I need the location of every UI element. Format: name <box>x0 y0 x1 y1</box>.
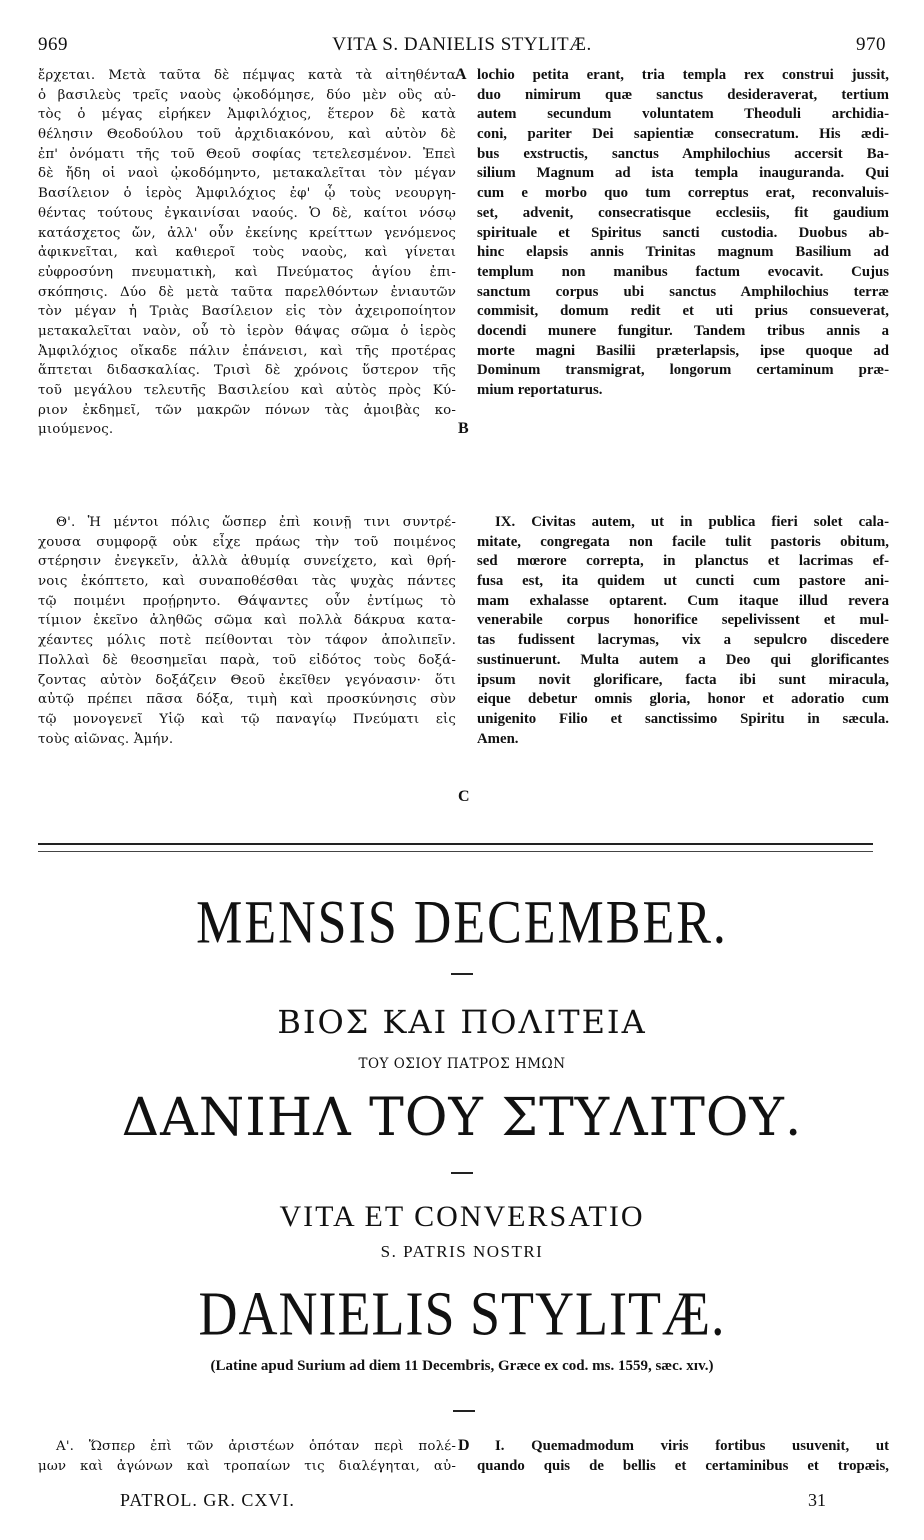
text-line: cum e morbo quo tum correptus erat, reconvaluis- <box>477 185 889 202</box>
text-line: mam exhalasse optarent. Cum itaque illud revera <box>477 592 889 609</box>
running-title: VITA S. DANIELIS STYLITÆ. <box>332 34 592 55</box>
footer-series: PATROL. GR. CXVI. <box>120 1490 295 1510</box>
text-line: coni, pariter Dei sapientiæ consecratum. His ædi- <box>477 126 889 143</box>
text-line: χέαντες μόλις ποτὲ πείθονται τὸν τάφον ἀπολιπεῖν. <box>38 633 456 649</box>
text-line: hinc elapsis annis Trinitas magnum Basilium ad <box>477 244 889 261</box>
text-line: autem secundum voluntatem Theoduli archidia- <box>477 106 889 123</box>
latin-column-top <box>477 66 889 401</box>
margin-marker-b: B <box>458 420 469 437</box>
text-line: μετακαλεῖται ναὸν, οὗ τὸ ἱερὸν θάψας σῶμα ὁ ἱερὸς <box>38 323 456 339</box>
text-line: ipsum novit glorificare, facta ibi sunt miracula, <box>477 671 889 688</box>
source-note: (Latine apud Surium ad diem 11 Decembris, Græce ex cod. ms. 1559, sæc. xɪv.) <box>210 1358 714 1374</box>
text-line: venerabile corpus honorifice sepelivissent et mul- <box>477 612 889 629</box>
margin-marker-c: C <box>458 788 470 805</box>
greek-title-daniel: ΔΑΝΙΗΛ ΤΟΥ ΣΤΥΛΙΤΟΥ. <box>121 1088 803 1148</box>
text-line: θέλησιν Θεοδούλου τοῦ ἀρχιδιακόνου, καὶ αὐτὸν δὲ <box>38 127 456 143</box>
text-line: δὲ ἤδη οἱ ναοὶ ᾠκοδόμηντο, μετακαλεῖται τὸν μέγαν <box>38 166 456 182</box>
text-line: set, advenit, consecratisque ecclesiis, fit gaudium <box>477 204 889 221</box>
text-line: Θ'. Ἡ μέντοι πόλις ὥσπερ ἐπὶ κοινῇ τινι συντρέ- <box>56 515 456 530</box>
greek-title-bios: ΒΙΟΣ ΚΑΙ ΠΟΛΙΤΕΙΑ <box>277 1003 647 1041</box>
text-line: τοὺς αἰῶνας. Ἀμήν. <box>38 731 174 747</box>
text-line: ριον ἐκδημεῖ, τῶν μακρῶν πόνων τὰς ἀμοιβὰς κο- <box>38 402 456 418</box>
text-line: ἔρχεται. Μετὰ ταῦτα δὲ πέμψας κατὰ τὰ αἰτηθέντα <box>38 68 456 83</box>
margin-marker-d: D <box>458 1437 470 1454</box>
section-divider <box>38 843 873 852</box>
text-line: eique debetur omnis gloria, honor et adoratio cum <box>477 691 889 708</box>
text-line: I. Quemadmodum viris fortibus usuvenit, ut <box>495 1438 889 1454</box>
text-line: τὸν μέγαν ἡ Τριὰς Βασίλειον εἰς τὸν ἀχειροποίητον <box>38 304 456 320</box>
text-line: θέντας τούτους ἐγκαινίσαι ναούς. Ὁ δὲ, καίτοι νόσῳ <box>38 205 456 221</box>
latin-title-vita: VITA ET CONVERSATIO <box>279 1200 645 1233</box>
latin-column-bottom <box>477 1437 889 1476</box>
text-line: docendi munere fungitur. Tandem tribus annis a <box>477 322 889 339</box>
text-line: Βασίλειον ὁ ἱερὸς Ἀμφιλόχιος ἐφ' ᾧ τοὺς νεουργη- <box>38 186 456 202</box>
text-line: σκόπησις. Δύο δὲ μετὰ ταῦτα παρελθόντων ἐνιαυτῶν <box>38 284 456 300</box>
text-line: ἐπ' ὀνόματι τῆς τοῦ Θεοῦ σοφίας τετελεσμένον. Ἐπεὶ <box>38 146 456 162</box>
text-line: morte magni Basilii præterlapsis, ipse quoque ad <box>477 342 889 359</box>
text-line: Πολλαὶ δὲ θεοσημεῖαι παρὰ, τοῦ εἰδότος τοὺς δοξά- <box>38 652 456 668</box>
text-line: τῷ ποιμένι προῄρηντο. Θάψαντες οὖν ἐντίμως τὸ <box>38 593 456 609</box>
text-line: χουσα συμφορᾷ οὐκ εἶχε πράως τὴν τοῦ ποιμένος <box>38 534 456 550</box>
text-line: στέρησιν ἐνεγκεῖν, ἀλλὰ ἀθυμίᾳ συνείχετο, καὶ θρή- <box>38 554 456 570</box>
text-line: ζοντας αὐτὸν δοξάζειν Θεοῦ ἐκεῖθεν γεγόνασιν· ὅτι <box>38 672 456 688</box>
text-line: τὸς ὁ μέγας εἰρήκεν Ἀμφιλόχιος, ἕτερον δὲ κατὰ <box>38 107 456 123</box>
text-line: Α'. Ὥσπερ ἐπὶ τῶν ἀριστέων ὁπόταν περὶ πολέ- <box>56 1439 456 1454</box>
text-line: τοῦ μεγάλου τελευτῆς Βασιλείου καὶ αὐτὸς πρὸς Κύ- <box>38 383 456 398</box>
short-rule <box>453 1410 475 1412</box>
text-line: spirituale et Spiritus sancti custodia. Duobus ab- <box>477 224 889 241</box>
latin-subtitle: S. PATRIS NOSTRI <box>380 1242 544 1261</box>
greek-column-mid <box>38 513 456 749</box>
text-line: IX. Civitas autem, ut in publica fieri solet cala- <box>495 514 889 530</box>
latin-title-daniel: DANIELIS STYLITÆ. <box>198 1279 726 1349</box>
text-line: μων καὶ ἀγώνων καὶ τροπαίων τις διαλέγηται, αὐ- <box>38 1458 456 1474</box>
text-line: lochio petita erant, tria templa rex construi jussit, <box>477 67 889 83</box>
text-line: mitate, congregata non facile tulit pastoris obitum, <box>477 533 889 550</box>
text-line: tas fudissent lacrymas, vix a sepulcro discedere <box>477 632 889 649</box>
text-line: sed mœrore correpta, in planctus et lacrimas ef- <box>477 553 889 570</box>
text-line: ὁ βασιλεὺς τρεῖς ναοὺς ᾠκοδόμησε, δύο μὲν οὓς αὐ- <box>38 87 456 103</box>
text-line: Amen. <box>477 730 519 747</box>
text-line: τίμιον ἐκεῖνο ἀληθῶς σῶμα καὶ πολλὰ δάκρυα κατα- <box>38 613 456 629</box>
page-number-right: 970 <box>856 34 886 55</box>
text-line: templum non manibus factum evocavit. Cujus <box>477 263 889 280</box>
greek-column-bottom <box>38 1437 456 1476</box>
latin-column-mid <box>477 513 889 749</box>
text-line: νοις ἐκόπτετο, καὶ συναποθέσθαι τὰς ψυχὰς πάντες <box>38 574 456 590</box>
text-line: εὐφροσύνη πνευματικὴ, καὶ Πνεύματος ἁγίου ἐπι- <box>38 264 456 280</box>
text-line: Dominum transmigrat, longorum certaminum præ- <box>477 362 889 379</box>
text-line: mium reportaturus. <box>477 382 603 398</box>
text-line: fusa est, ita quidem ut cuncti cum pastore ani- <box>477 573 889 590</box>
short-rule <box>451 973 473 975</box>
text-line: ἀφικνεῖται, καὶ καθιεροῖ τοὺς ναοὺς, καὶ γίνεται <box>38 245 456 261</box>
running-head <box>38 34 886 60</box>
page-number-left: 969 <box>38 34 68 55</box>
greek-subtitle: ΤΟΥ ΟΣΙΟΥ ΠΑΤΡΟΣ ΗΜΩΝ <box>358 1056 566 1072</box>
text-line: ἅπτεται διδασκαλίας. Τρισὶ δὲ χρόνοις ὕστερον τῆς <box>38 363 456 379</box>
text-line: sustinuerunt. Multa autem a Deo qui glorificantes <box>477 651 889 668</box>
short-rule <box>451 1172 473 1174</box>
text-line: αὐτῷ πρέπει πᾶσα δόξα, τιμὴ καὶ προσκύνησις σὺν <box>38 692 456 708</box>
text-line: bus exstructis, sanctus Amphilochius accersit Ba- <box>477 145 889 162</box>
text-line: unigenito Filio et sanctissimo Spiritu in sæcula. <box>477 710 889 727</box>
text-line: μιούμενος. <box>38 422 114 438</box>
text-line: quando quis de bellis et certaminibus et tropæis, <box>477 1457 889 1474</box>
month-title: MENSIS DECEMBER. <box>196 889 728 957</box>
text-line: sanctum corpus ubi sanctus Amphilochius terræ <box>477 283 889 300</box>
margin-marker-a: A <box>455 66 467 83</box>
text-line: duo nimirum quæ sanctus desideraverat, tertium <box>477 86 889 103</box>
text-line: τῷ μονογενεῖ Υἱῷ καὶ τῷ παναγίῳ Πνεύματι εἰς <box>38 711 456 727</box>
text-line: κατάσχετος ὤν, ἀλλ' οὖν ἐκείνης κρείττων γενόμενος <box>38 225 456 241</box>
footer-signature: 31 <box>808 1490 826 1510</box>
page-footer <box>38 1490 886 1514</box>
text-line: silium Magnum ad ista templa inauguranda. Qui <box>477 165 889 182</box>
text-line: commisit, domum redit et uti prius consueverat, <box>477 303 889 320</box>
greek-column-top <box>38 66 456 440</box>
text-line: Ἀμφιλόχιος οἴκαδε πάλιν ἐπάνεισι, καὶ τῆς προτέρας <box>38 343 456 359</box>
